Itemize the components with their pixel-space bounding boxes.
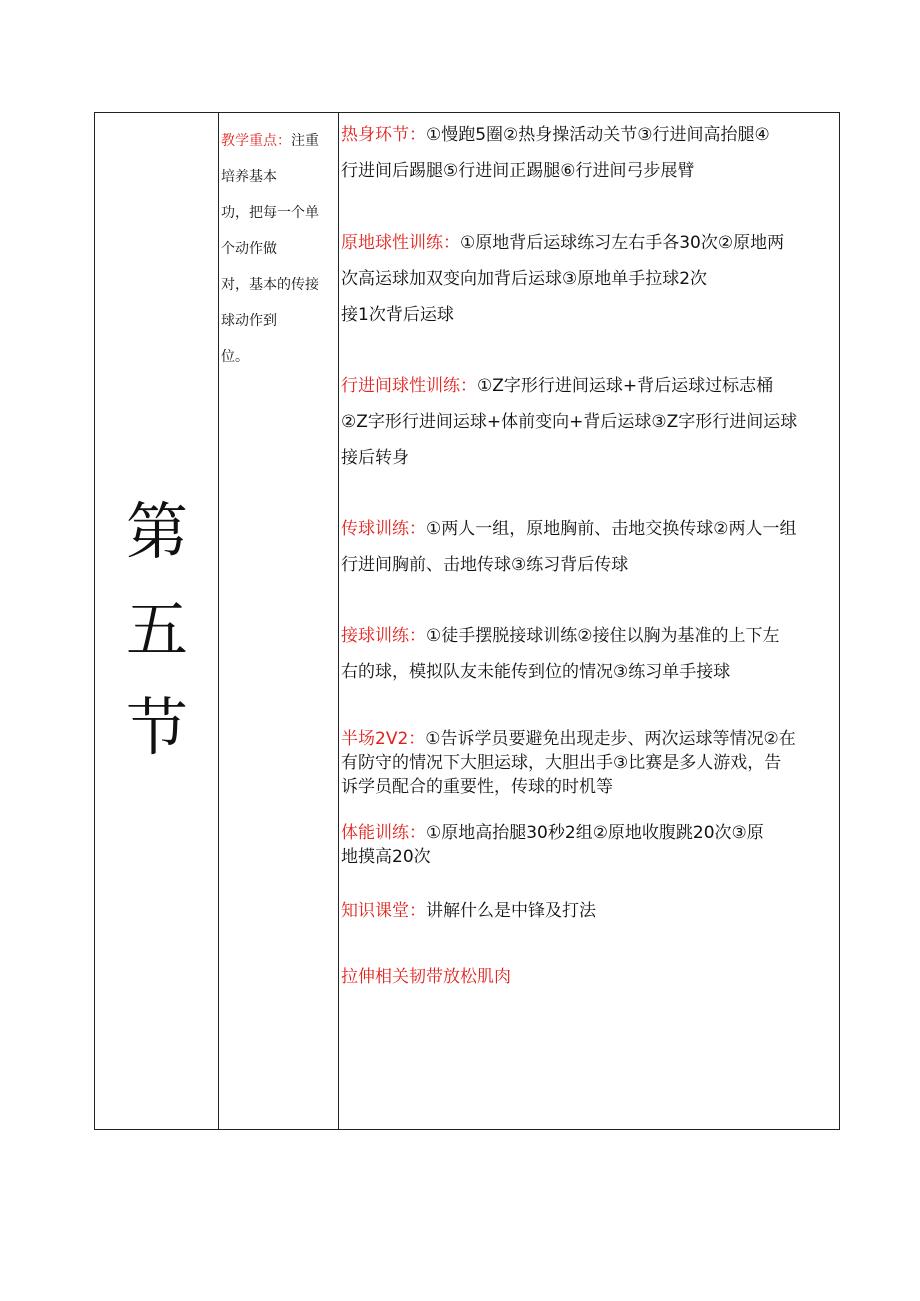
section-line: ①徒手摆脱接球训练②接住以胸为基准的上下左 xyxy=(426,626,780,646)
training-content-cell xyxy=(339,113,839,1129)
section-label: 拉伸相关韧带放松肌肉 xyxy=(341,967,511,987)
section-line: ①告诉学员要避免出现走步、两次运球等情况②在 xyxy=(425,729,796,749)
section-line: 地摸高20次 xyxy=(341,847,431,867)
section-stationary-ball-handling xyxy=(341,225,837,333)
section-label: 原地球性训练： xyxy=(341,233,460,253)
section-warmup xyxy=(341,117,837,189)
teaching-focus-line: 培养基本 xyxy=(221,169,277,185)
section-fitness xyxy=(341,821,837,869)
section-line: 接后转身 xyxy=(341,448,409,468)
section-label: 半场2V2： xyxy=(341,729,426,749)
section-line: ①两人一组，原地胸前、击地交换传球②两人一组 xyxy=(426,519,797,539)
section-knowledge xyxy=(341,893,837,929)
section-label: 体能训练： xyxy=(341,823,426,843)
section-line: 次高运球加双变向加背后运球③原地单手拉球2次 xyxy=(341,269,708,289)
teaching-focus-line: 个动作做 xyxy=(221,241,277,257)
section-label: 接球训练： xyxy=(341,626,426,646)
section-half-court xyxy=(341,727,837,799)
teaching-focus-text xyxy=(221,123,335,375)
section-line: ②Z字形行进间运球+体前变向+背后运球③Z字形行进间运球 xyxy=(341,412,798,432)
lesson-char-2: 五 xyxy=(125,593,188,666)
section-label: 传球训练： xyxy=(341,519,426,539)
lesson-char-3: 节 xyxy=(125,691,188,764)
section-stretching xyxy=(341,959,837,995)
teaching-focus-cell xyxy=(219,113,339,1129)
lesson-number-cell xyxy=(95,113,219,1129)
section-line: ①原地背后运球练习左右手各30次②原地两 xyxy=(460,233,785,253)
section-label: 热身环节： xyxy=(341,125,426,145)
lesson-table xyxy=(94,112,840,1130)
section-line: ①Z字形行进间运球+背后运球过标志桶 xyxy=(477,376,774,396)
teaching-focus-line: 注重 xyxy=(291,133,319,149)
lesson-char-1: 第 xyxy=(125,495,188,568)
teaching-focus-line: 功，把每一个单 xyxy=(221,205,319,221)
section-label: 行进间球性训练： xyxy=(341,376,477,396)
section-line: 行进间后踢腿⑤行进间正踢腿⑥行进间弓步展臂 xyxy=(341,161,695,181)
section-receiving xyxy=(341,618,837,690)
teaching-focus-line: 对，基本的传接 xyxy=(221,277,319,293)
section-line: 有防守的情况下大胆运球，大胆出手③比赛是多人游戏，告 xyxy=(341,753,782,773)
section-line: ①慢跑5圈②热身操活动关节③行进间高抬腿④ xyxy=(426,125,770,145)
section-line: 讲解什么是中锋及打法 xyxy=(426,901,596,921)
section-passing xyxy=(341,511,837,583)
section-line: 行进间胸前、击地传球③练习背后传球 xyxy=(341,555,629,575)
section-line: 诉学员配合的重要性，传球的时机等 xyxy=(341,777,613,797)
section-line: 右的球，模拟队友未能传到位的情况③练习单手接球 xyxy=(341,662,731,682)
teaching-focus-line: 位。 xyxy=(221,349,249,365)
section-moving-ball-handling xyxy=(341,368,837,476)
section-line: 接1次背后运球 xyxy=(341,305,454,325)
teaching-focus-label: 教学重点： xyxy=(221,133,291,149)
section-line: ①原地高抬腿30秒2组②原地收腹跳20次③原 xyxy=(426,823,764,843)
teaching-focus-line: 球动作到 xyxy=(221,313,277,329)
section-label: 知识课堂： xyxy=(341,901,426,921)
